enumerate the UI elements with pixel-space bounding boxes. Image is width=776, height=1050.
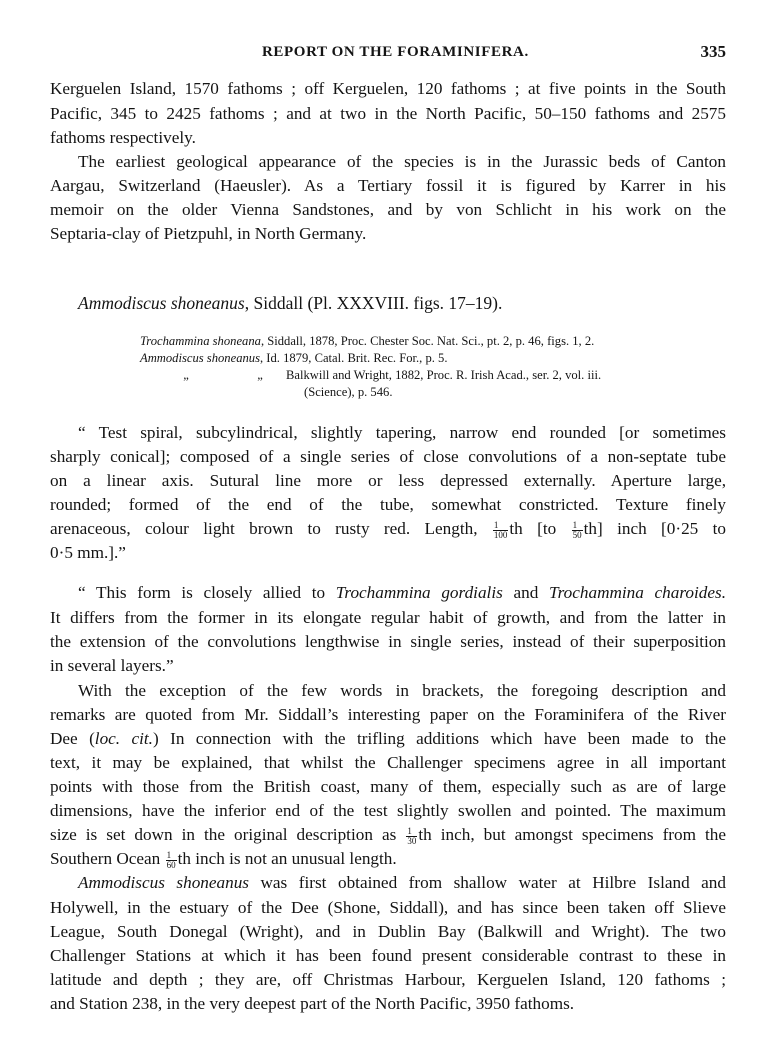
species-heading [78,293,502,314]
text-line: latitude and depth ; they are, off Christmas Harbour, Kerguelen Island, 120 fathoms ; [50,970,726,989]
text-line: and Station 238, in the very deepest part of the North Pacific, 3950 fathoms. [50,994,575,1013]
text-line: League, South Donegal (Wright), and in Dublin Bay (Balkwill and Wright). The two [50,922,726,941]
text-line: fathoms respectively. [50,128,196,147]
text-line: Challenger Stations at which it has been found present considerable contrast to these in [50,946,726,965]
text-line: The earliest geological appearance of the species is in the Jurassic beds of Canton [78,152,726,171]
text-line: size is set down in the original description as $\frac{1}{30}$ th inch, but amongst specimens from the [50,825,727,846]
synonymy-line: (Science), p. 546. [304,385,393,399]
running-title: REPORT ON THE FORAMINIFERA. [262,44,529,60]
text-line: text, it may be explained, that whilst the Challenger specimens agree in all important [50,753,726,772]
text-line: arenaceous, colour light brown to rusty red. Length, $\frac{1}{100}$ th [to $\frac{1}{50}$ th] inch [0·25 to [50,519,726,540]
text-line: Kerguelen Island, 1570 fathoms ; off Kerguelen, 120 fathoms ; at five points in the South [50,79,726,98]
text-line: Ammodiscus shoneanus was first obtained from shallow water at Hilbre Island and [78,873,726,892]
ditto-mark: „ [257,368,263,382]
text-line: Pacific, 345 to 2425 fathoms ; and at two in the North Pacific, 50–150 fathoms and 2575 [50,104,726,123]
running-header [50,44,726,64]
text-line: Holywell, in the estuary of the Dee (Shone, Siddall), and has since been taken off Slieve [50,898,726,917]
text-line: rounded; formed of the end of the tube, somewhat constricted. Texture finely [50,495,726,514]
fraction: $\frac{1}{100}$ [493,519,508,540]
text-line: sharply conical]; composed of a single series of close convolutions of a non-septate tube [50,447,726,466]
synonym-citation: , Siddall, 1878, Proc. Chester Soc. Nat. Sci., pt. 2, p. 46, figs. 1, 2. [260,334,595,348]
fraction: $\frac{1}{50}$ [572,519,582,540]
species-authority: , Siddall (Pl. XXXVIII. figs. 17–19). [244,293,503,313]
species-reference: Trochammina charoides. [549,583,726,602]
text-line: memoir on the older Vienna Sandstones, and by von Schlicht in his work on the [50,200,726,219]
synonym-name: Ammodiscus shoneanus [140,351,260,365]
fraction: $\frac{1}{60}$ [166,849,176,870]
text-line: Septaria-clay of Pietzpuhl, in North Germany. [50,224,367,243]
text-line: Dee (loc. cit.) In connection with the trifling additions which have been made to the [50,729,726,748]
text-line: With the exception of the few words in brackets, the foregoing description and [78,681,726,700]
synonym-citation: Balkwill and Wright, 1882, Proc. R. Irish Acad., ser. 2, vol. iii. [286,368,602,382]
synonym-name: Trochammina shoneana [140,334,261,348]
text-line: “ This form is closely allied to Trochammina gordialis and Trochammina charoides. [78,583,726,602]
synonymy-line [140,350,724,366]
text-line: in several layers.” [50,656,174,675]
text-line: It differs from the former in its elongate regular habit of growth, and from the latter in [50,608,726,627]
synonymy-line [166,367,750,383]
text-line: dimensions, have the inferior end of the test slightly swollen and pointed. The maximum [50,801,726,820]
text-line: 0·5 mm.].” [50,543,126,562]
species-reference: Trochammina gordialis [335,583,503,602]
text-line: Southern Ocean $\frac{1}{60}$ th inch is not an unusual length. [50,849,397,870]
text-line: on a linear axis. Sutural line more or less depressed externally. Aperture large, [50,471,726,490]
text-line: “ Test spiral, subcylindrical, slightly tapering, narrow end rounded [or sometimes [78,423,726,442]
page-number: 335 [700,42,726,61]
text-line: the extension of the convolutions lengthwise in single series, instead of their superposition [50,632,726,651]
ditto-mark: „ [183,368,189,382]
synonymy-line [140,333,724,349]
text-line: Aargau, Switzerland (Haeusler). As a Tertiary fossil it is figured by Karrer in his [50,176,726,195]
text-line: points with those from the British coast, many of them, especially such as are of large [50,777,726,796]
text-line: remarks are quoted from Mr. Siddall’s interesting paper on the Foraminifera of the River [50,705,726,724]
fraction: $\frac{1}{30}$ [407,825,417,846]
species-reference: Ammodiscus shoneanus [78,873,249,892]
synonym-citation: , Id. 1879, Catal. Brit. Rec. For., p. 5. [260,351,448,365]
species-name: Ammodiscus shoneanus [78,293,245,313]
